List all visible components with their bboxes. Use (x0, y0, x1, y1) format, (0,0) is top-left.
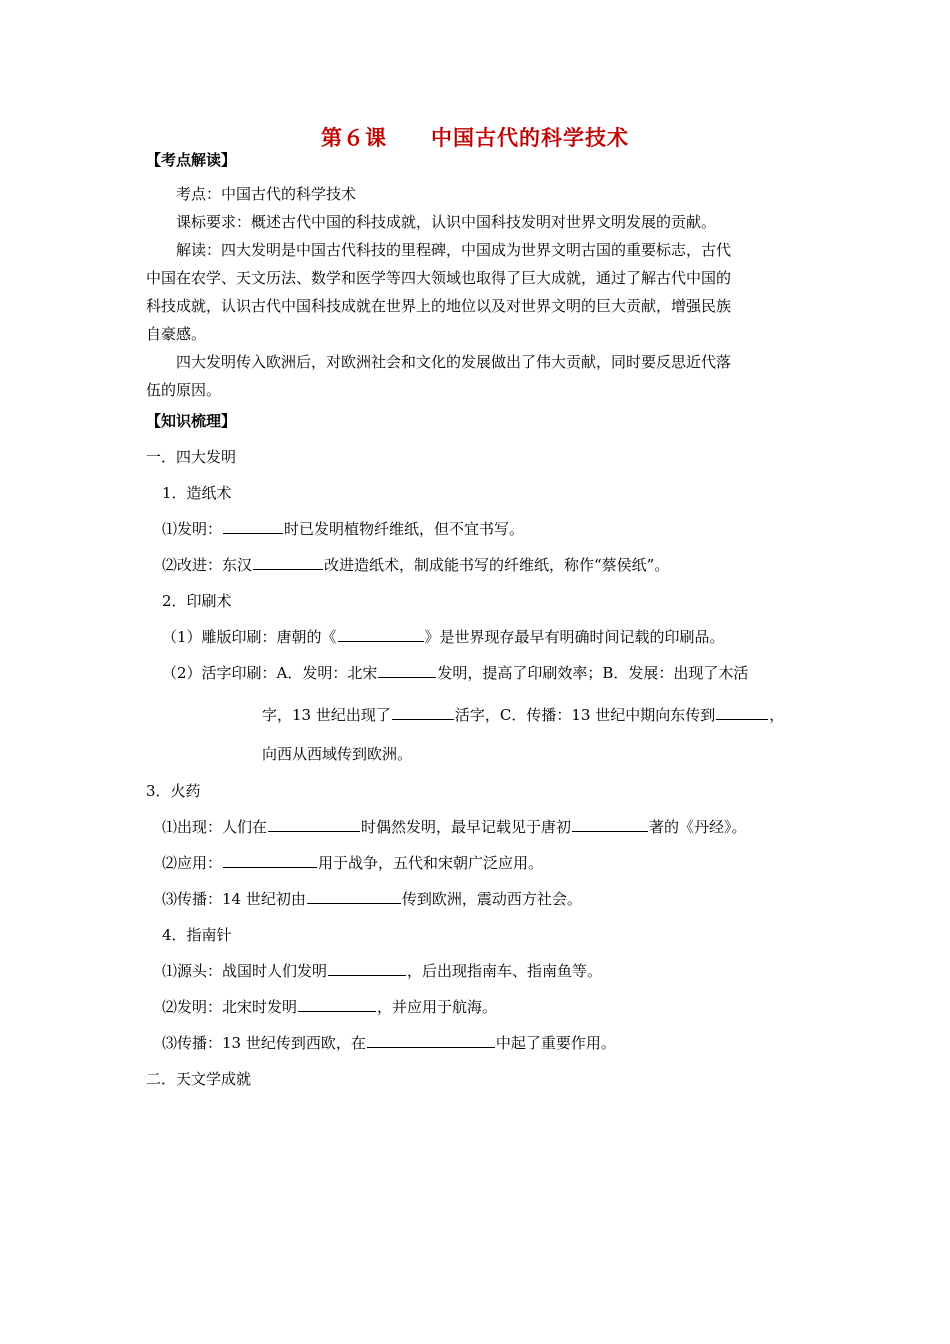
paper-line-2-a: ⑵改进：东汉 (162, 556, 253, 574)
fill-blank[interactable] (392, 705, 454, 720)
printing-line-2-b: 发明，提高了印刷效率；B．发展：出现了木活 (437, 664, 749, 682)
compass-line-2 (162, 997, 497, 1017)
gunpowder-line-3-a: ⑶传播：14 世纪初由 (162, 890, 306, 908)
printing-line-2-a: （2）活字印刷：A．发明：北宋 (162, 664, 378, 682)
compass-line-1-b: ，后出现指南车、指南鱼等。 (407, 962, 603, 980)
fill-blank[interactable] (378, 663, 436, 678)
gunpowder-line-3 (162, 889, 582, 909)
kaodian-text: 考点：中国古代的科学技术 (176, 185, 357, 203)
para2-line-2: 伍的原因。 (146, 381, 222, 399)
fill-blank[interactable] (572, 817, 648, 832)
compass-line-3-b: 中起了重要作用。 (495, 1034, 616, 1052)
paper-line-2-b: 改进造纸术，制成能书写的纤维纸，称作“蔡侯纸”。 (324, 556, 670, 574)
printing-line-1 (162, 627, 725, 647)
jiedu-line-3: 科技成就，认识古代中国科技成就在世界上的地位以及对世界文明的巨大贡献，增强民族 (146, 297, 732, 315)
printing-line-1-a: （1）雕版印刷：唐朝的《 (162, 628, 337, 646)
gunpowder-line-2-a: ⑵应用： (162, 854, 223, 872)
fill-blank[interactable] (268, 817, 360, 832)
compass-line-2-a: ⑵发明：北宋时发明 (162, 998, 298, 1016)
printing-line-4: 向西从西域传到欧洲。 (262, 745, 413, 763)
part1-heading: 一．四大发明 (146, 448, 237, 466)
fill-blank[interactable] (716, 705, 768, 720)
compass-heading: 4．指南针 (162, 926, 232, 944)
fill-blank[interactable] (307, 889, 401, 904)
printing-heading: 2．印刷术 (162, 592, 232, 610)
printing-line-3-b: 活字，C．传播：13 世纪中期向东传到 (454, 706, 716, 724)
gunpowder-heading: 3．火药 (146, 782, 201, 800)
printing-line-3-c: ， (769, 706, 785, 724)
paper-line-1-b: 时已发明植物纤维纸，但不宜书写。 (284, 520, 525, 538)
gunpowder-line-1-b: 时偶然发明，最早记载见于唐初 (361, 818, 572, 836)
fill-blank[interactable] (253, 555, 323, 570)
part2-heading: 二．天文学成就 (146, 1070, 252, 1088)
paper-line-1 (162, 519, 524, 539)
compass-line-1-a: ⑴源头：战国时人们发明 (162, 962, 328, 980)
fill-blank[interactable] (298, 997, 376, 1012)
compass-line-2-b: ，并应用于航海。 (377, 998, 498, 1016)
fill-blank[interactable] (223, 853, 317, 868)
paper-line-1-a: ⑴发明： (162, 520, 223, 538)
printing-line-3-a: 字，13 世纪出现了 (262, 706, 391, 724)
printing-line-2 (162, 663, 748, 683)
section-heading-zhishi: 【知识梳理】 (146, 412, 237, 430)
gunpowder-line-2-b: 用于战争，五代和宋朝广泛应用。 (318, 854, 544, 872)
page-title: 第６课 中国古代的科学技术 (321, 125, 629, 150)
section-heading-kaodian: 【考点解读】 (146, 151, 237, 169)
gunpowder-line-2 (162, 853, 543, 873)
fill-blank[interactable] (367, 1033, 495, 1048)
gunpowder-line-1 (162, 817, 747, 837)
jiedu-line-4: 自豪感。 (146, 325, 207, 343)
compass-line-3-a: ⑶传播：13 世纪传到西欧，在 (162, 1034, 366, 1052)
fill-blank[interactable] (328, 961, 406, 976)
gunpowder-line-1-c: 著的《丹经》。 (649, 818, 747, 836)
printing-line-3 (262, 705, 784, 725)
jiedu-line-1: 解读：四大发明是中国古代科技的里程碑，中国成为世界文明古国的重要标志，古代 (176, 241, 732, 259)
paper-heading: 1．造纸术 (162, 484, 232, 502)
para2-line-1: 四大发明传入欧洲后，对欧洲社会和文化的发展做出了伟大贡献，同时要反思近代落 (176, 353, 732, 371)
gunpowder-line-1-a: ⑴出现：人们在 (162, 818, 268, 836)
kebiao-text: 课标要求：概述古代中国的科技成就，认识中国科技发明对世界文明发展的贡献。 (176, 213, 717, 231)
gunpowder-line-3-b: 传到欧洲，震动西方社会。 (401, 890, 582, 908)
fill-blank[interactable] (223, 519, 283, 534)
compass-line-1 (162, 961, 602, 981)
printing-line-1-b: 》是世界现存最早有明确时间记载的印刷品。 (424, 628, 725, 646)
paper-line-2 (162, 555, 669, 575)
fill-blank[interactable] (338, 627, 424, 642)
jiedu-line-2: 中国在农学、天文历法、数学和医学等四大领域也取得了巨大成就，通过了解古代中国的 (146, 269, 732, 287)
compass-line-3 (162, 1033, 616, 1053)
